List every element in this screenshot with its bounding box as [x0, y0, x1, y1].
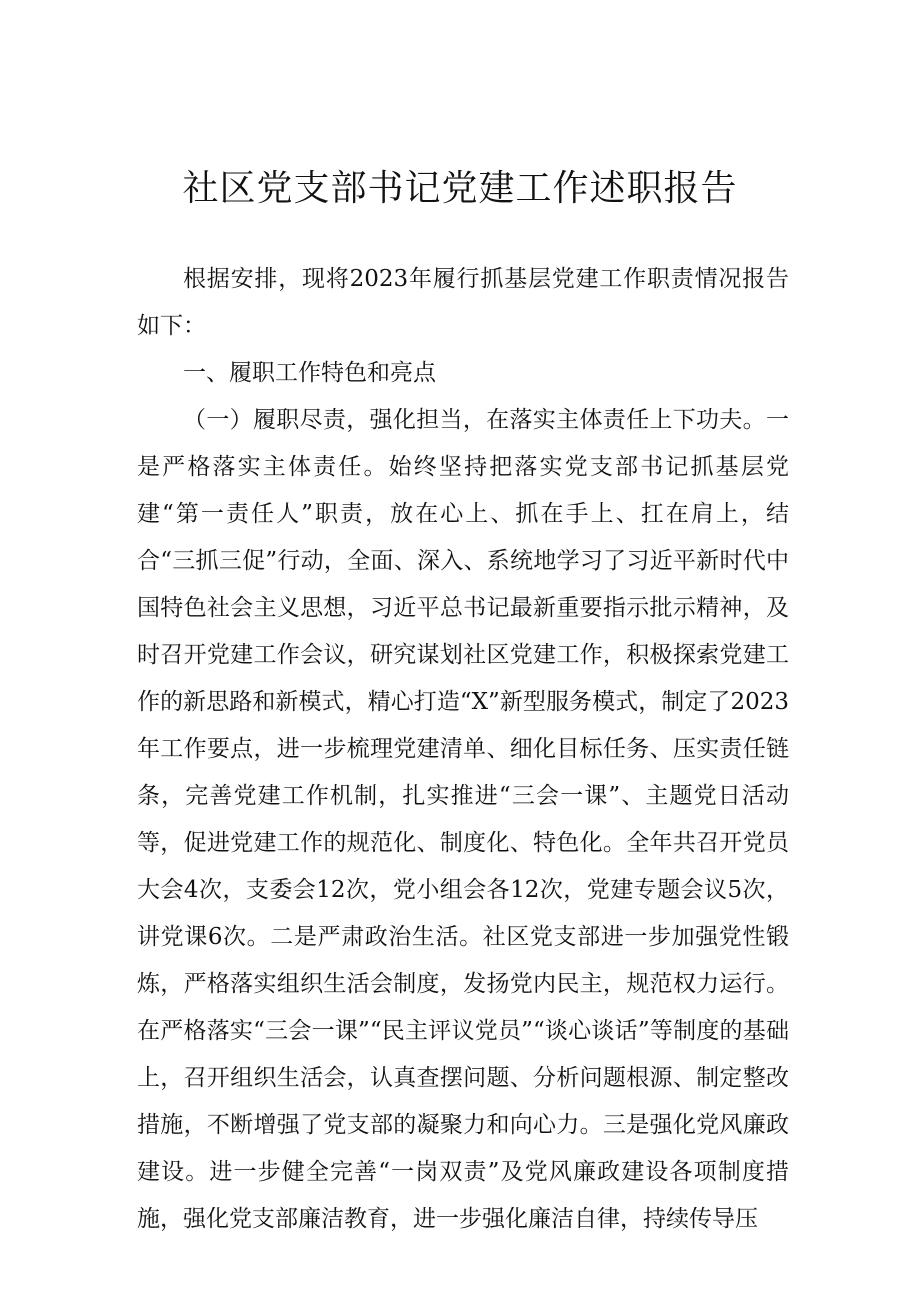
document-title: 社区党支部书记党建工作述职报告: [182, 168, 738, 209]
intro-paragraph: 根据安排，现将2023年履行抓基层党建工作职责情况报告如下：: [137, 266, 789, 339]
body-paragraph: （一）履职尽责，强化担当，在落实主体责任上下功夫。一是严格落实主体责任。始终坚持把落实党支部书记抓基层党建“第一责任人”职责，放在心上、抓在手上、扛在肩上，结合“三抓三促”行动，全面、深入、系统地学习了习近平新时代中国特色社会主义思想，习近平总书记最新重要指示批示精神，及时召开党建工作会议，研究谋划社区党建工作，积极探索党建工作的新思路和新模式，精心打造“X”新型服务模式，制定了2023年工作要点，进一步梳理党建清单、细化目标任务、压实责任链条，完善党建工作机制，扎实推进“三会一课”、主题党日活动等，促进党建工作的规范化、制度化、特色化。全年共召开党员大会4次，支委会12次，党小组会各12次，党建专题会议5次，讲党课6次。二是严肃政治生活。社区党支部进一步加强党性锻炼，严格落实组织生活会制度，发扬党内民主，规范权力运行。在严格落实“三会一课”“民主评议党员”“谈心谈话”等制度的基础上，召开组织生活会，认真查摆问题、分析问题根源、制定整改措施，不断增强了党支部的凝聚力和向心力。三是强化党风廉政建设。进一步健全完善“一岗双责”及党风廉政建设各项制度措施，强化党支部廉洁教育，进一步强化廉洁自律，持续传导压: [137, 407, 789, 1232]
document-body: [137, 256, 789, 1243]
section-heading: 一、履职工作特色和亮点: [183, 360, 436, 386]
